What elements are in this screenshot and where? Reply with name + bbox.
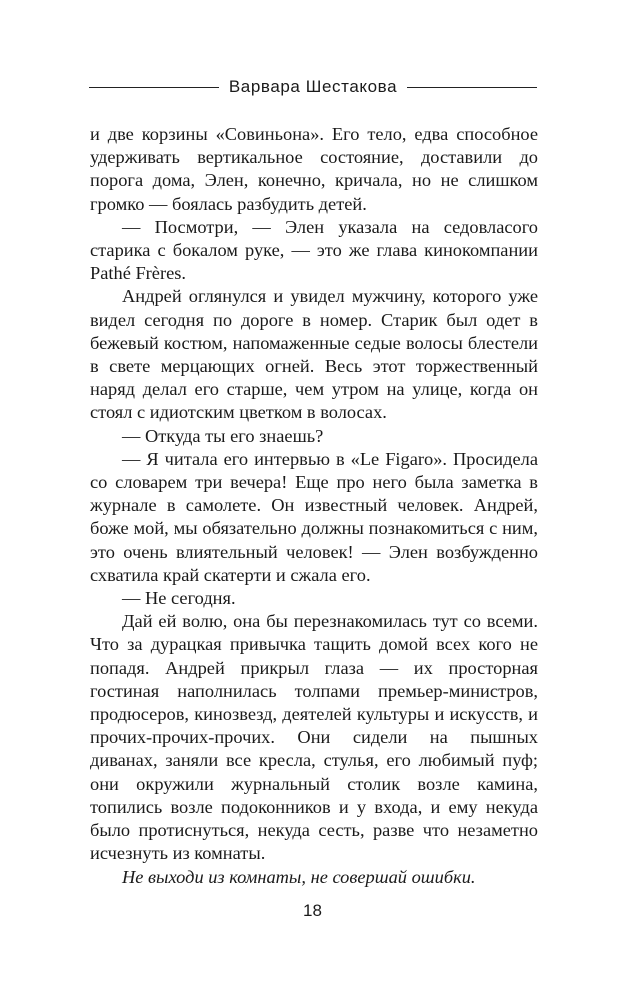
header-rule-right [407, 87, 537, 88]
running-header-author: Варвара Шестакова [228, 77, 398, 96]
running-header [89, 76, 537, 98]
paragraph-1-continuation: и две корзины «Совиньона». Его тело, едва способное удерживать вертикальное состояние, доставили до порога дома, Элен, конечно, кричала, но не слишком громко — боялась разбудить детей. [90, 124, 538, 214]
paragraph-narrative-2: Дай ей волю, она бы перезнакомилась тут со всеми. Что за дурацкая привычка тащить домой всех кого не попадя. Андрей прикрыл глаза — их просторная гостиная наполнилась толпами премьер-министров, продюсеров, кинозвезд, деятелей культуры и искусств, и прочих-прочих-прочих. Они сидели на пышных диванах, заняли все кресла, стулья, его любимый пуф; они окружили журнальный столик возле камина, топились возле подоконников и у входа, и ему некуда было протиснуться, некуда сесть, разве что незаметно исчезнуть из комнаты. [90, 611, 538, 864]
paragraph-dialogue-4: — Не сегодня. [122, 588, 236, 609]
page-number: 18 [303, 901, 322, 920]
paragraph-dialogue-1: — Посмотри, — Элен указала на седовласого старика с бокалом руке, — это же глава кинокомпании Pathé Frères. [90, 216, 538, 284]
page-body [90, 123, 538, 889]
paragraph-narrative-1: Андрей оглянулся и увидел мужчину, которого уже видел сегодня по дороге в номер. Старик был одет в бежевый костюм, напомаженные седые волосы блестели в свете мерцающих огней. Весь этот торжественный наряд делал его старше, чем утром на улице, когда он стоял с идиотским цветком в волосах. [90, 286, 538, 423]
paragraph-dialogue-3: — Я читала его интервью в «Le Figaro». Просидела со словарем три вечера! Еще про него была заметка в журнале в самолете. Он известный человек. Андрей, боже мой, мы обязательно должны познакомиться с ним, это очень влиятельный человек! — Элен возбужденно схватила край скатерти и сжала его. [90, 448, 538, 585]
paragraph-dialogue-2: — Откуда ты его знаешь? [122, 425, 324, 446]
header-rule-left [89, 87, 219, 88]
paragraph-italic-quote: Не выходи из комнаты, не совершай ошибки. [122, 866, 476, 887]
